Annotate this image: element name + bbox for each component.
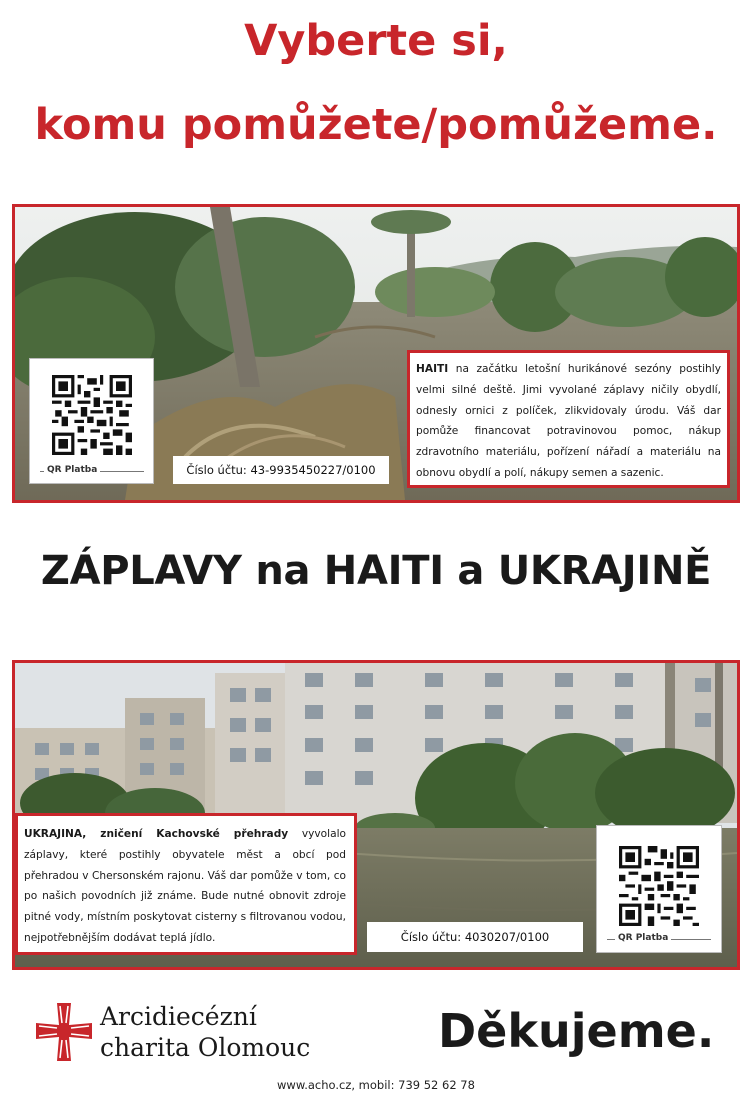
- ukraine-account-number: Číslo účtu: 4030207/0100: [367, 922, 583, 952]
- org-name-line-2: charita Olomouc: [100, 1033, 311, 1062]
- haiti-qr-card[interactable]: [29, 358, 154, 484]
- qr-code-icon: [619, 846, 699, 926]
- caritas-cross-logo-icon: [36, 1003, 92, 1061]
- org-name-line-1: Arcidiecézní: [100, 1002, 257, 1031]
- haiti-text: na začátku letošní hurikánové sezóny postihly velmi silné deště. Jimi vyvolané záplavy ničily obydlí, odnesly ornici z políček, zlikvidovaly úrodu. Váš dar pomůže financovat potravinovou pomoc, nákup zdravotního materiálu, pořízení nářadí a materiálu na obnovu obydlí a polí, nákupy semen a sazenic.: [416, 363, 721, 479]
- qr-label: QR Platba: [44, 465, 100, 475]
- ukraine-title: UKRAJINA, zničení Kachovské přehrady: [24, 828, 289, 840]
- footer-contact[interactable]: www.acho.cz, mobil: 739 52 62 78: [277, 1078, 475, 1092]
- haiti-panel: [12, 204, 740, 503]
- headline-line-1: Vyberte si,: [244, 16, 508, 66]
- middle-title: ZÁPLAVY na HAITI a UKRAJINĚ: [40, 548, 712, 594]
- ukraine-qr-card[interactable]: [596, 825, 722, 953]
- ukraine-panel: [12, 660, 740, 970]
- ukraine-description: [15, 813, 357, 955]
- qr-code-icon: [52, 375, 132, 455]
- qr-label: QR Platba: [615, 933, 671, 943]
- headline-line-2: komu pomůžete/pomůžeme.: [34, 100, 718, 150]
- ukraine-text: vyvolalo záplavy, které postihly obyvatele měst a obcí pod přehradou v Chersonském rajonu. Váš dar pomůže v tom, co po našich povodních již známe. Bude nutné obnovit zdroje pitné vody, místním poskytovat cisterny s filtrovanou vodou, nejpotřebnějším dodávat teplá jídlo.: [24, 828, 346, 944]
- haiti-description: [407, 350, 730, 488]
- haiti-title: HAITI: [416, 363, 449, 375]
- thanks-text: Děkujeme.: [438, 1004, 715, 1058]
- haiti-account-number: Číslo účtu: 43-9935450227/0100: [173, 456, 389, 484]
